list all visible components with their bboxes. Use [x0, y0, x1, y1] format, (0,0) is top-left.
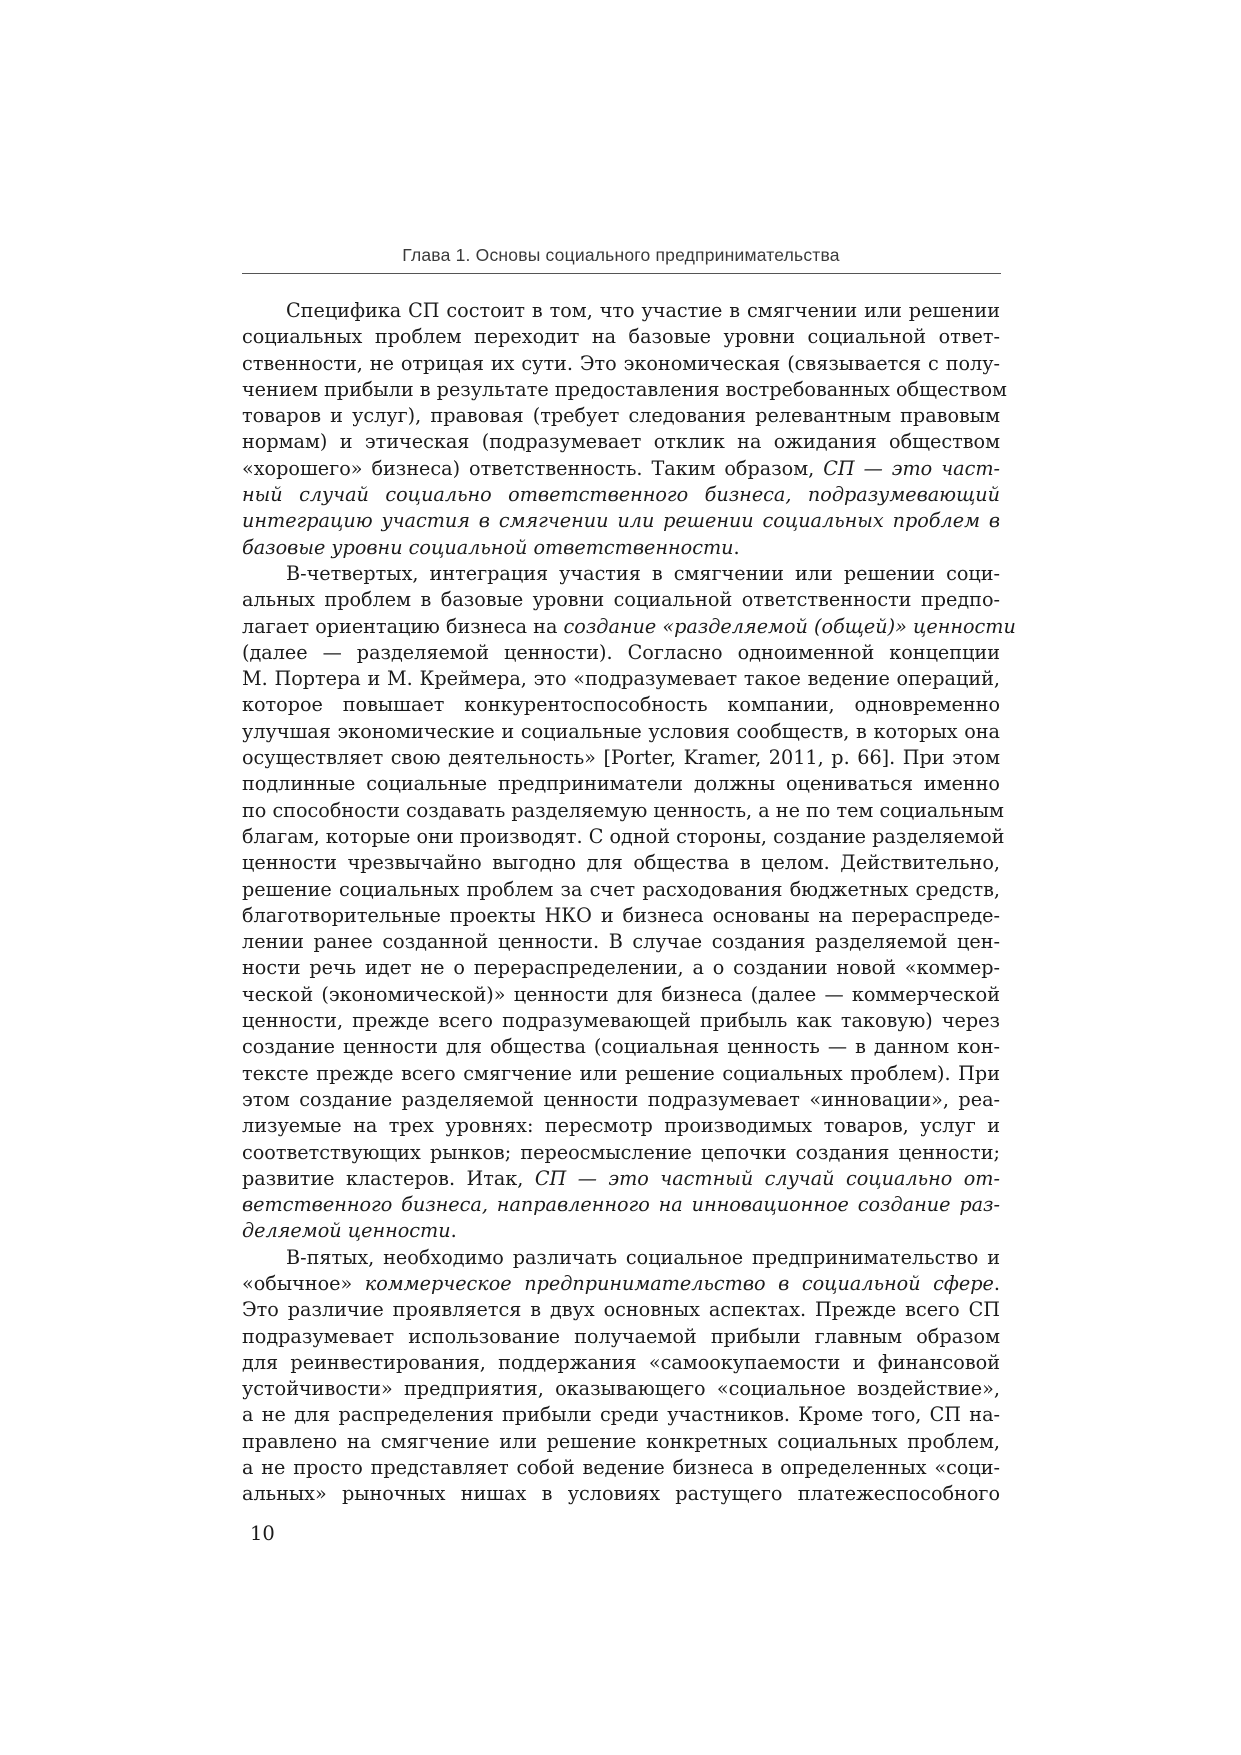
- text-line: [242, 482, 1000, 508]
- text-run: устойчивости» предприятия, оказывающего «социальное воздействие»,: [242, 1377, 1000, 1401]
- text-line: [242, 508, 1000, 534]
- text-run: .: [993, 1271, 1000, 1295]
- text-run: лении ранее созданной ценности. В случае создания разделяемой цен-: [242, 930, 1000, 954]
- italic-run: интеграцию участия в смягчении или решении социальных проблем в: [242, 509, 1000, 533]
- text-run: которое повышает конкурентоспособность компании, одновременно: [242, 693, 1000, 717]
- text-line: [242, 903, 1000, 929]
- text-line: [242, 850, 1000, 876]
- text-line: [242, 1113, 1000, 1139]
- text-run: ценности чрезвычайно выгодно для общества в целом. Действительно,: [242, 851, 1000, 875]
- text-run: «хорошего» бизнеса) ответственность. Таким образом,: [242, 456, 824, 480]
- text-line: [242, 1350, 1000, 1376]
- text-run: «обычное»: [242, 1271, 365, 1295]
- text-line: [242, 456, 1000, 482]
- text-run: соответствующих рынков; переосмысление цепочки создания ценности;: [242, 1140, 1000, 1164]
- body-text: [242, 298, 1016, 1508]
- text-run: .: [450, 1219, 457, 1243]
- text-line: [242, 1218, 1000, 1244]
- text-line: [242, 1087, 1000, 1113]
- italic-run: коммерческое предпринимательство в социальной сфере: [364, 1271, 994, 1295]
- text-line: [242, 1376, 1000, 1402]
- text-line: [242, 535, 1000, 561]
- italic-run: базовые уровни социальной ответственности: [242, 535, 734, 559]
- text-run: ценности, прежде всего подразумевающей прибыль как таковую) через: [242, 1009, 1000, 1033]
- paragraph: [242, 561, 1016, 1245]
- text-line: [242, 692, 1000, 718]
- paragraph: [242, 1245, 1000, 1508]
- italic-run: СП — это част-: [823, 456, 1000, 480]
- text-run: благотворительные проекты НКО и бизнеса основаны на перераспреде-: [242, 903, 1000, 927]
- text-line: [242, 561, 1000, 587]
- text-run: по способности создавать разделяемую ценность, а не по тем социальным: [242, 798, 1004, 822]
- text-line: [242, 640, 1000, 666]
- italic-run: ветственного бизнеса, направленного на инновационное создание раз-: [242, 1193, 1000, 1217]
- text-line: [242, 324, 1000, 350]
- header-rule: [242, 273, 1001, 274]
- text-line: [242, 666, 1000, 692]
- text-run: а не для распределения прибыли среди участников. Кроме того, СП на-: [242, 1403, 1000, 1427]
- text-run: Специфика СП состоит в том, что участие в смягчении или решении: [286, 299, 1000, 322]
- text-run: для реинвестирования, поддержания «самоокупаемости и финансовой: [242, 1350, 1000, 1374]
- text-run: развитие кластеров. Итак,: [242, 1166, 535, 1190]
- text-line: [242, 929, 1000, 955]
- text-run: подразумевает использование получаемой прибыли главным образом: [242, 1324, 1000, 1348]
- text-run: тексте прежде всего смягчение или решение социальных проблем). При: [242, 1061, 1000, 1085]
- text-run: ческой (экономической)» ценности для бизнеса (далее — коммерческой: [242, 982, 1000, 1006]
- text-line: [242, 1166, 1000, 1192]
- text-run: улучшая экономические и социальные условия сообществ, в которых она: [242, 719, 1000, 743]
- text-line: [242, 982, 1000, 1008]
- text-line: [242, 1402, 1000, 1428]
- text-line: [242, 1297, 1000, 1323]
- text-line: [242, 798, 1004, 824]
- text-line: [242, 1455, 1000, 1481]
- text-line: [242, 1271, 1000, 1297]
- text-line: [242, 719, 1000, 745]
- text-run: правлено на смягчение или решение конкретных социальных проблем,: [242, 1429, 1000, 1453]
- italic-run: деляемой ценности: [242, 1219, 451, 1243]
- text-run: ственности, не отрицая их сути. Это экономическая (связывается с полу-: [242, 351, 1000, 375]
- text-line: [242, 877, 1000, 903]
- text-line: [242, 429, 1000, 455]
- text-run: Это различие проявляется в двух основных аспектах. Прежде всего СП: [242, 1298, 1000, 1322]
- text-run: чением прибыли в результате предоставления востребованных обществом: [242, 377, 1007, 401]
- text-line: [242, 1324, 1000, 1350]
- text-run: .: [733, 535, 740, 559]
- text-run: В-пятых, необходимо различать социальное предпринимательство и: [286, 1245, 1000, 1269]
- text-line: [242, 745, 1000, 771]
- italic-run: СП — это частный случай социально от-: [534, 1166, 1000, 1190]
- text-run: лагает ориентацию бизнеса на: [242, 614, 564, 638]
- text-line: [242, 1481, 1000, 1507]
- text-run: М. Портера и М. Креймера, это «подразумевает такое ведение операций,: [242, 667, 1000, 691]
- text-line: [242, 1061, 1000, 1087]
- text-line: [242, 351, 1000, 377]
- text-run: нормам) и этическая (подразумевает отклик на ожидания обществом: [242, 430, 1000, 454]
- text-run: решение социальных проблем за счет расходования бюджетных средств,: [242, 877, 1000, 901]
- page-number: 10: [250, 1522, 275, 1545]
- text-line: [242, 1192, 1000, 1218]
- text-run: благам, которые они производят. С одной стороны, создание разделяемой: [242, 824, 1005, 848]
- text-line: [242, 1034, 1000, 1060]
- text-run: В-четвертых, интеграция участия в смягчении или решении соци-: [286, 561, 1000, 585]
- text-run: этом создание разделяемой ценности подразумевает «инновации», реа-: [242, 1087, 1000, 1111]
- text-line: [242, 1008, 1000, 1034]
- text-run: альных проблем в базовые уровни социальной ответственности предпо-: [242, 588, 1000, 612]
- text-line: [242, 824, 1005, 850]
- text-line: [242, 614, 1016, 640]
- text-run: альных» рыночных нишах в условиях растущего платежеспособного: [242, 1482, 1000, 1506]
- text-run: ности речь идет не о перераспределении, а о создании новой «коммер-: [242, 956, 1000, 980]
- text-line: [242, 298, 1000, 324]
- text-run: социальных проблем переходит на базовые уровни социальной ответ-: [242, 325, 1000, 349]
- italic-run: создание «разделяемой (общей)» ценности: [563, 614, 1016, 638]
- text-run: создание ценности для общества (социальная ценность — в данном кон-: [242, 1035, 1000, 1059]
- text-run: подлинные социальные предприниматели должны оцениваться именно: [242, 772, 1000, 796]
- text-line: [242, 587, 1000, 613]
- text-run: осуществляет свою деятельность» [Porter, Kramer, 2011, p. 66]. При этом: [242, 746, 1000, 770]
- text-line: [242, 377, 1007, 403]
- text-line: [242, 403, 1000, 429]
- text-line: [242, 771, 1000, 797]
- text-line: [242, 1245, 1000, 1271]
- text-line: [242, 1140, 1000, 1166]
- italic-run: ный случай социально ответственного бизнеса, подразумевающий: [242, 483, 1000, 507]
- text-run: лизуемые на трех уровнях: пересмотр производимых товаров, услуг и: [242, 1114, 1000, 1138]
- text-run: а не просто представляет собой ведение бизнеса в определенных «соци-: [242, 1456, 1000, 1480]
- text-run: товаров и услуг), правовая (требует следования релевантным правовым: [242, 404, 1000, 428]
- paragraph: [242, 298, 1007, 561]
- text-run: (далее — разделяемой ценности). Согласно одноименной концепции: [242, 640, 1000, 664]
- running-head: Глава 1. Основы социального предпринимательства: [402, 245, 840, 265]
- text-line: [242, 955, 1000, 981]
- text-line: [242, 1429, 1000, 1455]
